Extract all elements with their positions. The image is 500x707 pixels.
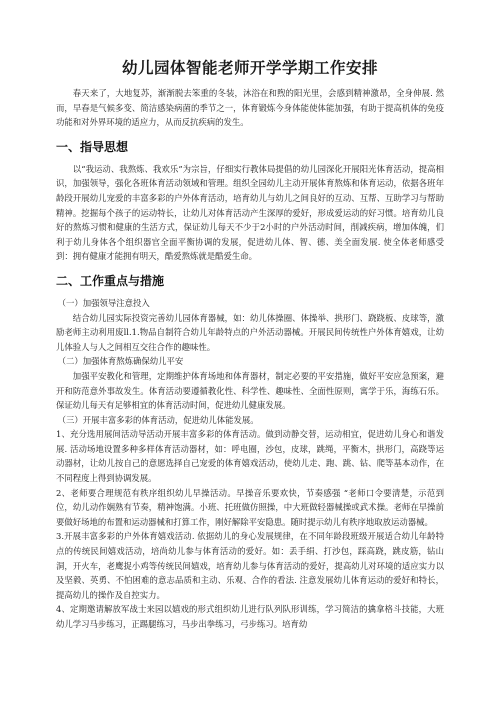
activity-item-4: 4、定期邀请解放军战士来园以嬉戏的形式组织幼儿进行队列队形训练，学习简洁的擒拿格斗技能，大班幼儿学习马步练习，正踢腿练习，马步出拳练习，弓步练习。培育幼	[56, 604, 444, 629]
document-page	[56, 58, 444, 632]
leadership-paragraph: 结合幼儿园实际投资完善幼儿园体育器械，如：幼儿体操圈、体操举、拱形门、跷跷板、皮球等，激励老师主动利用废ll.1.物品自制符合幼儿年龄特点的户外活动器械。开展民间传统性户外体育嬉戏，让幼儿体验人与人之间相互交往合作的趣味性。	[56, 312, 444, 352]
subheading-activities: （三）开展丰富多彩的体育活动，促进幼儿体能发展。	[57, 414, 259, 425]
subheading-leadership: （一）加强领导注意投入	[57, 297, 150, 308]
document-title: 幼儿园体智能老师开学学期工作安排	[121, 59, 378, 77]
guiding-ideology-paragraph: 以“我运动、我熬炼、我欢乐”为宗旨，仔细实行教体局提倡的幼儿园深化开展阳光体育活动，提高相识，加强领导，强化各班体育活动领域和管理。组织全园幼儿主动开展体育熬炼和体育运动，依据各班年龄段开展幼儿宠爱的丰富多彩的户外体育活动，培育幼儿与幼儿之间良好的互动、互帮、互助学习与帮助精神。挖掘每个孩子的运动特长，让幼儿对体育活动产生深厚的爱好，形成爱运动的好习惯。培育幼儿良好的熬炼习惯和健康的生活方式，保证幼儿每天不少于2小时的户外活动时间，削减疾病，增加体魄，们利于幼儿身体各个组织器官全面平衡协调的发展，促进幼儿体、智、德、美全面发展. 使全体老师感受到：拥有健康才能拥有明天，酷爱熬炼就是酷爱生命。	[56, 163, 444, 262]
intro-paragraph: 春天来了，大地复苏，渐渐脱去笨重的冬装，沐浴在和煦的阳光里，会感到精神激昂，全身伸展. 然而，早春是气候多变、简洁感染病菌的季节之一，体育锻炼今身体能使体能加强，有助于提高机体的免疫功能和对外界环境的适应力，从而反抗疾病的发生。	[56, 88, 444, 128]
safety-paragraph: 加强平安教化和管理，定期维护体育场地和体育器材，制定必要的平安措施，做好平安应急预案，避开和防范意外事故发生。体育活动要遵循教化性、科学性、趣味性、全面性原则，寓学于乐，海练石乐。保证幼儿每天有足够相宜的体育活动时间，促进幼儿健康发展。	[56, 370, 444, 411]
activity-item-3: 3.开展丰富多彩的户外体育嬉戏活动. 依据幼儿的身心发展规律，在不同年龄段班级开展适合幼儿年龄特点的传统民间嬉戏活动，培尚幼儿参与体育活动的爱好。如：丢手绢、打沙包，踩高跷，跳皮筋，钻山洞，开火车，老鹰捉小鸡等传统民间嬉戏，培育幼儿参与体育活动的爱好，提高幼儿对环境的适应实力以及坚毅、英勇、不怕困难的意志品质和主动、乐观、合作的看法. 注意发展幼儿体育运动的爱好和特长，提高幼儿的操作及自控实力。	[56, 531, 444, 600]
activity-item-2: 2、老师要合理规范有秩序组织幼儿早操活动。早操音乐要欢快，节奏感强 “老师口令要清楚，示范到位，幼儿动作娴熟有节奏，精神饱满。小班、托班做仿照操，中大班做轻器械操或武术操。老师在早操前要做好场地的布置和运动器械和打算工作，刚好解除平安隐患。随时提示幼儿有秩序地取放运动器械。	[56, 487, 444, 527]
section-heading-guiding-ideology: 一、指导思想	[56, 139, 129, 154]
section-heading-work-focus: 二、工作重点与措施	[56, 273, 165, 288]
activity-item-1: 1、充分选用展间活动导活动开展丰富多彩的体育活动。做到动静交替，运动相宜，促进幼儿身心和谐发展. 活动场地设置多种多样体育活动器材，如：呼电圈，沙包，皮球，跳绳，平衡木，拱形门，高跷等运动器材，让幼儿按自己的意愿选择自己宠爱的体育嬉戏活动，使幼儿走、跑、跳、钻、爬等基本动作，在不同程度上得到协调发展。	[56, 429, 444, 484]
subheading-safety: （二）加强体育熬炼确保幼儿平安	[57, 356, 184, 367]
